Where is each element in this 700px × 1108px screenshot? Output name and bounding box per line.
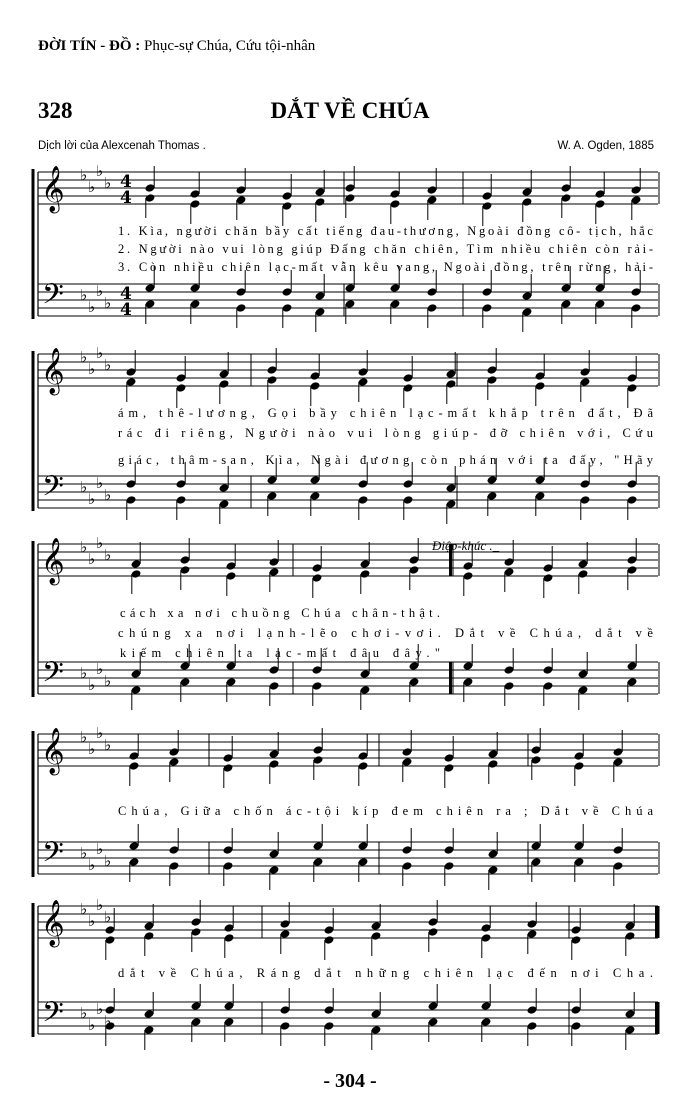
key-signature-flat: ♭ [88, 676, 96, 694]
time-signature-top: 4 [120, 172, 132, 192]
lyric-line: cách xa nơi chuồng Chúa chân-thật. [120, 606, 440, 620]
section-label: ĐỜI TÍN - ĐỒ : [38, 38, 141, 54]
lyric-line: rác đi riêng, Người nào vui lòng giúp- đỡ chiên với, Cứu [118, 426, 653, 440]
key-signature-flat: ♭ [96, 1000, 104, 1018]
hymn-number: 328 [38, 98, 73, 123]
key-signature-flat: ♭ [96, 660, 104, 678]
lyric-line: kiếm chiên ta lạc-mất đâu đây." [120, 646, 440, 660]
lyric-line: 1. Kìa, người chăn bầy cất tiếng đau-thương, Ngoài đồng cô- tịch, hắc [118, 224, 653, 238]
key-signature-flat: ♭ [96, 840, 104, 858]
key-signature-flat: ♭ [96, 896, 104, 914]
key-signature-flat: ♭ [80, 664, 88, 682]
treble-clef: 𝄞 [41, 166, 65, 212]
key-signature-flat: ♭ [88, 490, 96, 508]
key-signature-flat: ♭ [88, 1016, 96, 1034]
key-signature-flat: ♭ [80, 728, 88, 746]
refrain-label: Điệp-khúc ._ [432, 538, 500, 553]
key-signature-flat: ♭ [96, 534, 104, 552]
final-barline [655, 1002, 659, 1034]
key-signature-flat: ♭ [104, 736, 112, 754]
key-signature-flat: ♭ [80, 166, 88, 184]
key-signature-flat: ♭ [88, 178, 96, 196]
key-signature-flat: ♭ [104, 852, 112, 870]
key-signature-flat: ♭ [80, 900, 88, 918]
key-signature-flat: ♭ [80, 348, 88, 366]
key-signature-flat: ♭ [104, 908, 112, 926]
lyric-line: chúng xa nơi lạnh-lẽo chơi-vơi. Dắt về Chúa, dắt về [118, 626, 653, 640]
key-signature-flat: ♭ [88, 856, 96, 874]
lyric-line: giác, thâm-san, Kìa, Ngài đương còn phán với ta đấy, "Hãy [118, 453, 653, 467]
lyric-line: Chúa, Giữa chốn ác-tội kíp đem chiên ra ; Dắt về Chúa [118, 804, 654, 818]
final-barline [655, 906, 659, 938]
system-5 [33, 900, 659, 1050]
key-signature-flat: ♭ [88, 740, 96, 758]
lyric-line: ám, thê-lương, Gọi bầy chiên lạc-mất khắp trên đất, Đã [118, 406, 654, 420]
key-signature-flat: ♭ [96, 162, 104, 180]
bass-clef: 𝄢 [42, 996, 64, 1036]
key-signature-flat: ♭ [80, 844, 88, 862]
bass-clef: 𝄢 [42, 278, 64, 318]
key-signature-flat: ♭ [104, 546, 112, 564]
key-signature-flat: ♭ [104, 294, 112, 312]
key-signature-flat: ♭ [104, 356, 112, 374]
system-1 [33, 166, 659, 332]
treble-clef: 𝄞 [41, 728, 65, 774]
lyric-line: 3. Còn nhiều chiên lạc-mất vẫn kêu vang, Ngoài đồng, trên rừng, hải- [118, 260, 653, 274]
bass-clef: 𝄢 [42, 470, 64, 510]
key-signature-flat: ♭ [104, 486, 112, 504]
treble-clef: 𝄞 [41, 348, 65, 394]
section-subtitle: Phục-sự Chúa, Cứu tội-nhân [143, 38, 316, 54]
bass-clef: 𝄢 [42, 656, 64, 696]
bass-clef: 𝄢 [42, 836, 64, 876]
key-signature-flat: ♭ [88, 550, 96, 568]
key-signature-flat: ♭ [80, 538, 88, 556]
time-signature-bottom: 4 [120, 188, 132, 208]
treble-clef: 𝄞 [41, 900, 65, 946]
key-signature-flat: ♭ [96, 282, 104, 300]
key-signature-flat: ♭ [80, 286, 88, 304]
lyric-line: dắt về Chúa, Ráng dắt những chiên lạc đến nơi Cha. [118, 966, 653, 980]
key-signature-flat: ♭ [96, 724, 104, 742]
lyric-line: 2. Người nào vui lòng giúp Đấng chăn chiên, Tìm nhiều chiên còn rải- [118, 242, 654, 256]
key-signature-flat: ♭ [88, 298, 96, 316]
key-signature-flat: ♭ [80, 478, 88, 496]
key-signature-flat: ♭ [88, 912, 96, 930]
time-signature-top: 4 [120, 284, 132, 304]
key-signature-flat: ♭ [96, 344, 104, 362]
key-signature-flat: ♭ [104, 672, 112, 690]
system-4 [33, 728, 659, 890]
treble-clef: 𝄞 [41, 538, 65, 584]
composer-credit: W. A. Ogden, 1885 [557, 140, 654, 152]
time-signature-bottom: 4 [120, 300, 132, 320]
system-2 [33, 348, 659, 524]
double-barline [449, 662, 452, 694]
system-3 [33, 538, 659, 710]
key-signature-flat: ♭ [88, 360, 96, 378]
key-signature-flat: ♭ [104, 174, 112, 192]
page-number: - 304 - [323, 1070, 377, 1092]
translator-credit: Dịch lời của Alexcenah Thomas . [38, 140, 206, 152]
hymn-title: DẮT VỀ CHÚA [270, 98, 430, 123]
key-signature-flat: ♭ [80, 1004, 88, 1022]
key-signature-flat: ♭ [104, 1012, 112, 1030]
key-signature-flat: ♭ [96, 474, 104, 492]
